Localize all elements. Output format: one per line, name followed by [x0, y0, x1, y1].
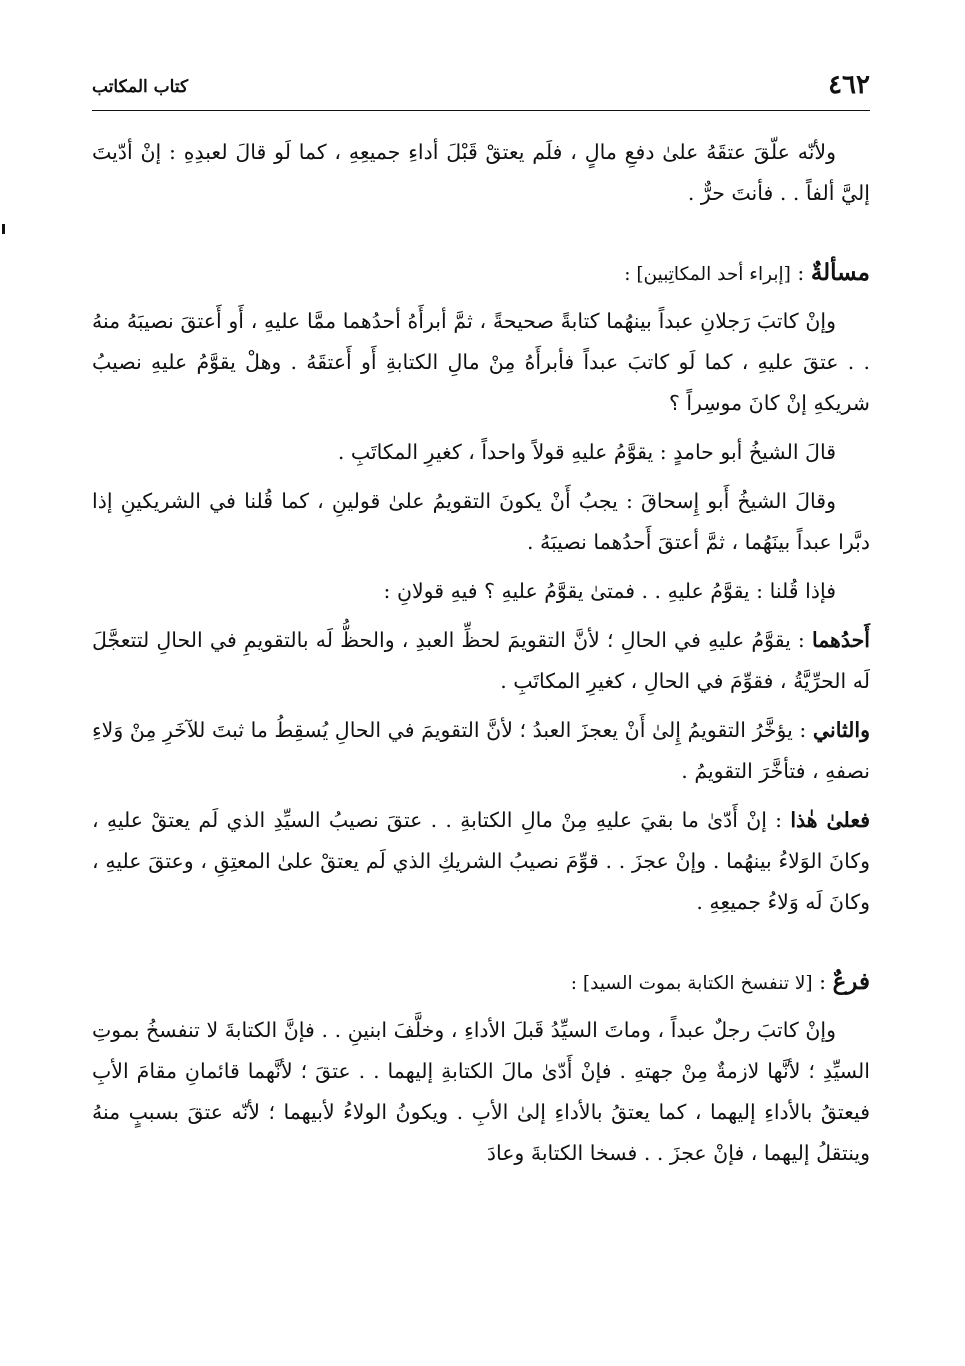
paragraph-6-lead: أَحدُهما: [811, 628, 870, 652]
paragraph-1-text: ولأنّه علّقَ عتقَهُ علىٰ دفعِ مالٍ ، فلَم يعتقْ قَبْلَ أداءِ جميعِهِ ، كما لَو قالَ لعبدِهِ : إنْ أدّيتَ إليَّ ألفاً . . فأنتَ حرٌّ .: [92, 140, 870, 205]
paragraph-7-text: : يؤخَّرُ التقويمُ إِلىٰ أَنْ يعجزَ العبدُ ؛ لأنَّ التقويمَ في الحالِ يُسقِطُ ما ثبتَ للآخَرِ مِنْ وَلاءِ نصفهِ ، فتأخَّرَ التقويمُ .: [92, 718, 870, 783]
heading-label-far: فرعٌ: [832, 968, 870, 995]
paragraph-6-text: : يقوَّمُ عليهِ في الحالِ ؛ لأنَّ التقويمَ لحظِّ العبدِ ، والحظُّ لَه بالتقويمِ في الحالِ لتتعجَّلَ لَه الحرِّيَّةُ ، فقوِّمَ في الحالِ ، كغيرِ المكاتَبِ .: [92, 628, 870, 693]
header-rule: [92, 110, 870, 111]
paragraph-8: [92, 800, 870, 923]
section-heading-far: [92, 961, 870, 1004]
running-header: [92, 70, 870, 110]
paragraph-9-text: وإنْ كاتبَ رجلٌ عبداً ، وماتَ السيِّدُ قَبلَ الأداءِ ، وخلَّفَ ابنينِ . . فإنَّ الكتابةَ لا تنفسخُ بموتِ السيِّدِ ؛ لأنَّها لازمةٌ مِنْ جهتهِ . فإنْ أَدّىٰ مالَ الكتابةِ إليهما . . عتقَ ؛ لأنَّهما قائمانِ مقامَ الأبِ فيعتقُ بالأداءِ إليهما ، كما يعتقُ بالأداءِ إلىٰ الأبِ . ويكونُ الولاءُ لأبيهما ؛ لأنّه عتقَ بسببٍ منهُ وينتقلُ إليهما ، فإنْ عجزَ . . فسخا الكتابةَ وعادَ: [92, 1018, 870, 1165]
heading-title-masala: [إبراء أحد المكاتِبين] :: [624, 264, 791, 285]
paragraph-9: [92, 1010, 870, 1174]
paragraph-8-text: : إنْ أَدّىٰ ما بقيَ عليهِ مِنْ مالِ الكتابةِ . . عتقَ نصيبُ السيِّدِ الذي لَم يعتقْ عليهِ ، وكانَ الوَلاءُ بينهُما . وإنْ عجزَ . . قوِّمَ نصيبُ الشريكِ الذي لَم يعتقْ علىٰ المعتِقِ ، وعتقَ عليهِ ، وكانَ لَه وَلاءُ جميعِهِ .: [92, 808, 870, 914]
paragraph-5-text: فإذا قُلنا : يقوَّمُ عليهِ . . فمتىٰ يقوَّمُ عليهِ ؟ فيهِ قولانِ :: [383, 579, 836, 603]
heading-label-masala: مسألةٌ: [810, 259, 870, 286]
paragraph-2-text: وإنْ كاتبَ رَجلانِ عبداً بينهُما كتابةً صحيحةً ، ثمَّ أبرأَهُ أحدُهما ممَّا عليهِ ، أَو أَعتقَ نصيبَهُ منهُ . . عتقَ عليهِ ، كما لَو كاتبَ عبداً فأبرأَهُ مِنْ مالِ الكتابةِ أَو أَعتقَهُ . وهلْ يقوَّمُ عليهِ نصيبُ شريكهِ إنْ كانَ موسِراً ؟: [92, 309, 870, 415]
paragraph-3-text: قالَ الشيخُ أبو حامدٍ : يقوَّمُ عليهِ قولاً واحداً ، كغيرِ المكاتَبِ .: [337, 440, 836, 464]
paragraph-7: [92, 710, 870, 792]
body-text: [92, 132, 870, 1182]
paragraph-8-lead: فعلىٰ هٰذا: [790, 808, 871, 832]
paragraph-1: [92, 132, 870, 214]
page-number: ٤٦٢: [828, 70, 870, 100]
paragraph-4: [92, 481, 870, 563]
heading-separator: :: [812, 970, 833, 994]
paragraph-4-text: وقالَ الشيخُ أَبو إِسحاقَ : يجبُ أَنْ يكونَ التقويمُ علىٰ قولينِ ، كما قُلنا في الشريكينِ إذا دبَّرا عبداً بينَهُما ، ثمَّ أعتقَ أَحدُهما نصيبَهُ .: [92, 489, 870, 554]
paragraph-5: [92, 571, 870, 612]
section-heading-masala: [92, 252, 870, 295]
heading-separator: :: [790, 261, 811, 285]
heading-title-far: [لا تنفسخ الكتابة بموت السيد] :: [570, 973, 813, 994]
paragraph-3: [92, 432, 870, 473]
paragraph-6: [92, 620, 870, 702]
book-title: كتاب المكاتب: [92, 77, 189, 97]
paragraph-2: [92, 301, 870, 424]
scan-margin-mark: [2, 224, 5, 234]
paragraph-7-lead: والثاني: [812, 718, 870, 742]
